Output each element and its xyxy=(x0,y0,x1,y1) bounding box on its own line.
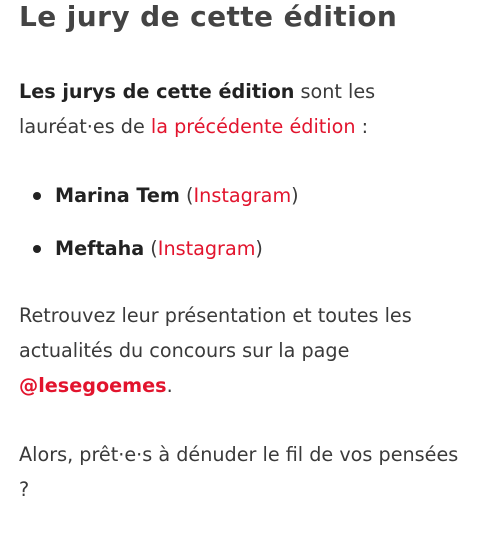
list-item-jury-meftaha xyxy=(19,231,464,266)
instagram-link-meftaha[interactable]: Instagram xyxy=(157,237,256,260)
intro-bold-text: Les jurys de cette édition xyxy=(19,80,295,103)
news-paragraph xyxy=(19,298,464,403)
intro-suffix: : xyxy=(355,115,369,138)
section-heading: Le jury de cette édition xyxy=(19,0,398,33)
paren-close: ) xyxy=(255,237,263,260)
intro-text: sont les lauréat·es de xyxy=(19,80,376,138)
instagram-link-marina-tem[interactable]: Instagram xyxy=(193,184,292,207)
bullet-icon xyxy=(33,192,41,200)
paren-close: ) xyxy=(291,184,299,207)
news-text: Retrouvez leur présentation et toutes les actualités du concours sur la page xyxy=(19,304,412,362)
bullet-icon xyxy=(33,245,41,253)
previous-edition-link[interactable]: la précédente édition xyxy=(150,115,356,138)
news-suffix: . xyxy=(166,374,173,397)
intro-paragraph xyxy=(19,74,464,144)
lesegoemes-page-link[interactable]: @lesegoemes xyxy=(19,374,167,397)
jury-name: Meftaha xyxy=(55,237,145,260)
list-item-jury-marina-tem xyxy=(19,178,464,213)
paren-open: ( xyxy=(179,184,194,207)
jury-list xyxy=(19,178,464,284)
paren-open: ( xyxy=(144,237,158,260)
closing-paragraph: Alors, prêt·e·s à dénuder le fil de vos pensées ? xyxy=(19,443,459,501)
jury-name: Marina Tem xyxy=(55,184,180,207)
